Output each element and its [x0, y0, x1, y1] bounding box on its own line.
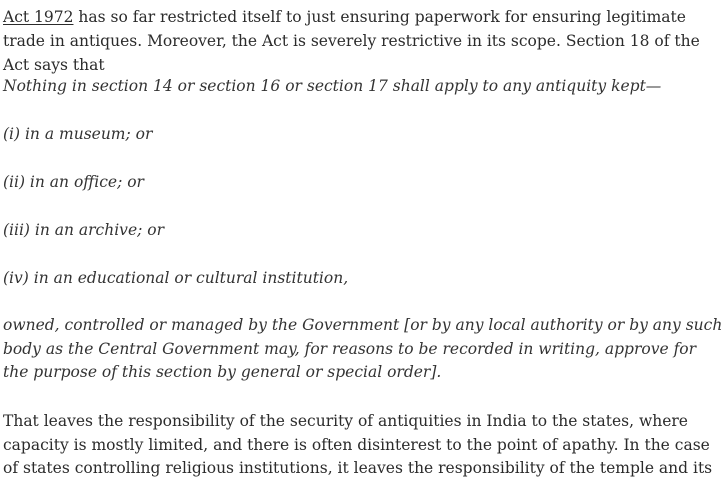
act-1972-link[interactable]: Act 1972 [3, 8, 74, 26]
quote-item-museum: (i) in a museum; or [3, 125, 153, 143]
quote-item-office: (ii) in an office; or [3, 173, 144, 191]
closing-paragraph: That leaves the responsibility of the security of antiquities in India to the states, where capacity is mostly limited, and there is often disinterest to the point of apathy. In the case of states controlling religious institutions, it leaves the responsibility of the temple and its [3, 412, 713, 477]
intro-paragraph [3, 5, 725, 77]
quote-tail: owned, controlled or managed by the Government [or by any local authority or by any such body as the Central Government may, for reasons to be recorded in writing, approve for the purpose of this section by general or special order]. [3, 316, 723, 381]
quote-item-archive: (iii) in an archive; or [3, 221, 165, 239]
intro-text: has so far restricted itself to just ensuring paperwork for ensuring legitimate trade in antiques. Moreover, the Act is severely restrictive in its scope. Section 18 of the Act says that [3, 8, 700, 74]
quote-item-institution: (iv) in an educational or cultural institution, [3, 269, 349, 287]
quote-lead: Nothing in section 14 or section 16 or section 17 shall apply to any antiquity kept— [3, 77, 662, 95]
